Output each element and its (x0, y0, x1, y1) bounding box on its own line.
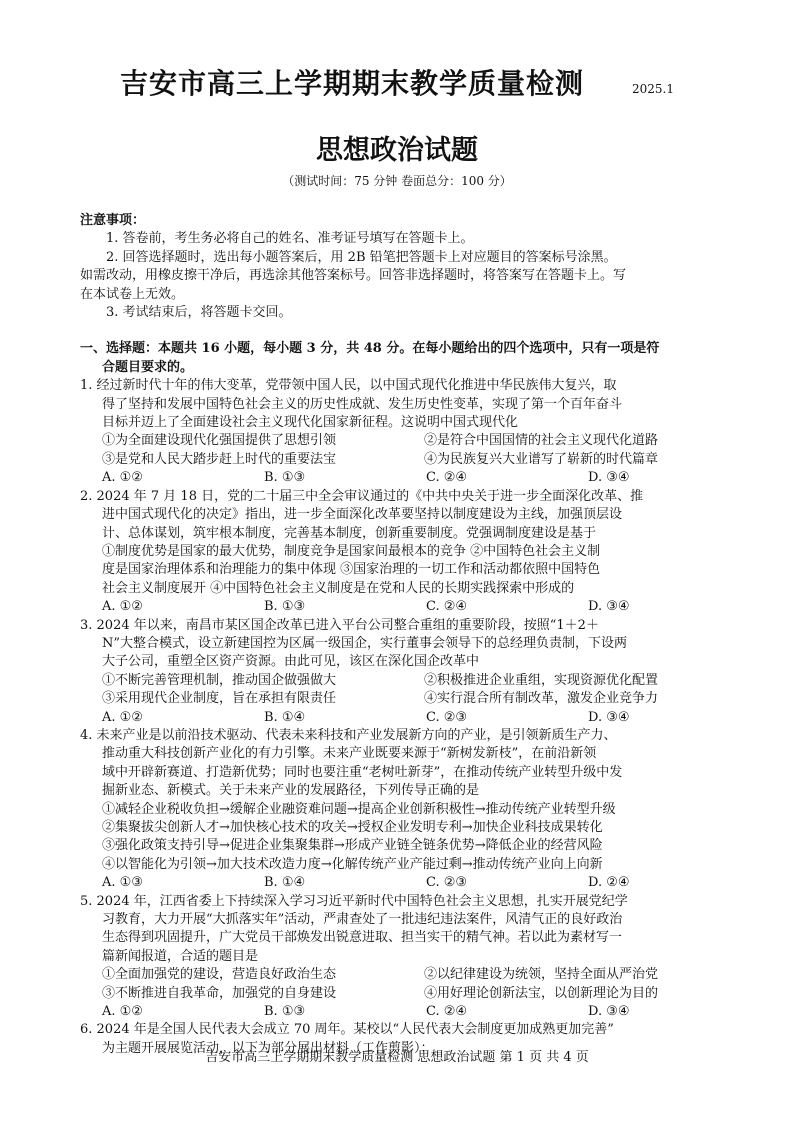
question-text: 计、总体谋划，筑牢根本制度，完善基本制度，创新重要制度。党强调制度建设是基于 (102, 525, 597, 541)
exam-title: 吉安市高三上学期期末教学质量检测 (120, 67, 585, 100)
statement-3: ③不断推进自我革命，加强党的自身建设 (102, 985, 337, 1001)
section-heading-cont: 合题目要求的。 (102, 359, 194, 375)
exam-date: 2025.1 (632, 82, 674, 96)
exam-content (80, 212, 720, 1058)
choice-d: D. ②④ (588, 875, 630, 891)
statement-line: ①减轻企业税收负担→缓解企业融资难问题→提高企业创新积极性→推动传统产业转型升级 (102, 801, 616, 817)
notice-item-2: 2. 回答选择题时，选出每小题答案后，用 2B 铅笔把答题卡上对应题目的答案标号涂黑。 (106, 249, 617, 265)
statement-4: ④实行混合所有制改革，激发企业竞争力 (424, 691, 659, 707)
statement-line: ④以智能化为引领→加大技术改造力度→化解传统产业产能过剩→推动传统产业向上向新 (102, 856, 603, 872)
choice-c: C. ②③ (426, 875, 468, 891)
choice-c: C. ②③ (426, 709, 468, 725)
question-text: 掘新业态、新模式。关于未来产业的发展路径，下列传导正确的是 (102, 783, 480, 799)
option-row (80, 690, 720, 708)
question-text: 2. 2024 年 7 月 18 日，党的二十届三中全会审议通过的《中共中央关于进一步全面深化改革、推 (80, 488, 644, 504)
answer-choices (80, 598, 720, 616)
statement-1: ①不断完善管理机制，推动国企做强做大 (102, 672, 337, 688)
answer-choices (80, 1003, 720, 1021)
question-text: 进中国式现代化的决定》指出，进一步全面深化改革要坚持以制度建设为主线，加强顶层设 (102, 507, 623, 523)
statement-1: ①为全面建设现代化强国提供了思想引领 (102, 433, 337, 449)
statement-4: ④用好理论创新法宝，以创新理论为目的 (424, 985, 659, 1001)
choice-c: C. ②④ (426, 599, 468, 615)
question-3 (80, 617, 720, 727)
choice-b: B. ①④ (264, 875, 306, 891)
choice-a: A. ①② (102, 709, 143, 725)
choice-a: A. ①② (102, 470, 143, 486)
notice-item-2-end: 在本试卷上无效。 (80, 286, 185, 302)
answer-choices (80, 709, 720, 727)
notice-label: 注意事项： (80, 213, 146, 228)
choice-a: A. ①② (102, 1004, 143, 1020)
statement-2: ②积极推进企业重组，实现资源优化配置 (424, 672, 659, 688)
choice-d: D. ③④ (588, 709, 630, 725)
question-text: 1. 经过新时代十年的伟大变革，党带领中国人民，以中国式现代化推进中华民族伟大复兴，取 (80, 378, 617, 394)
choice-d: D. ③④ (588, 470, 630, 486)
question-1 (80, 377, 720, 487)
statement-1: ①全面加强党的建设，营造良好政治生态 (102, 967, 337, 983)
choice-b: B. ①③ (264, 599, 306, 615)
choice-b: B. ①③ (264, 470, 306, 486)
answer-choices (80, 469, 720, 487)
choice-a: A. ①② (102, 599, 143, 615)
choice-c: C. ②④ (426, 1004, 468, 1020)
question-text: 6. 2024 年是全国人民代表大会成立 70 周年。某校以“人民代表大会制度更加成熟更加完善” (80, 1022, 614, 1038)
choice-b: B. ①④ (264, 709, 306, 725)
question-text: 推动重大科技创新产业化的有力引擎。未来产业既要来源于“新树发新枝”，在前沿新领 (102, 746, 597, 762)
statement-line: 度是国家治理体系和治理能力的集中体现 ③国家治理的一切工作和活动都依照中国特色 (102, 562, 601, 578)
choice-d: D. ③④ (588, 1004, 630, 1020)
option-row (80, 672, 720, 690)
question-text: 得了坚持和发展中国特色社会主义的历史性成就、发生历史性变革，实现了第一个百年奋斗 (102, 396, 623, 412)
notice-block (80, 212, 720, 322)
question-text: 篇新闻报道，合适的题目是 (102, 948, 259, 964)
question-2 (80, 488, 720, 617)
option-row (80, 985, 720, 1003)
page-footer: 吉安市高三上学期期末教学质量检测 思想政治试题 第 1 页 共 4 页 (205, 1050, 589, 1065)
option-row (80, 432, 720, 450)
subject-title: 思想政治试题 (316, 135, 478, 166)
question-text: 生态得到巩固提升，广大党员干部焕发出锐意进取、担当实干的精气神。若以此为素材写一 (102, 930, 623, 946)
question-text: 大子公司，重塑全区资产资源。由此可见，该区在深化国企改革中 (102, 654, 480, 670)
question-text: 4. 未来产业是以前沿技术驱动、代表未来科技和产业发展新方向的产业，是引领新质生产力、 (80, 727, 617, 743)
section-heading: 一、选择题：本题共 16 小题，每小题 3 分，共 48 分。在每小题给出的四个选项中，只有一项是符 (80, 341, 660, 357)
notice-item-3: 3. 考试结束后，将答题卡交回。 (106, 305, 292, 321)
option-row (80, 966, 720, 984)
notice-item-2-cont: 如需改动，用橡皮擦干净后，再选涂其他答案标号。回答非选择题时，将答案写在答题卡上。写 (80, 268, 627, 284)
choice-a: A. ①③ (102, 875, 143, 891)
question-5 (80, 893, 720, 1022)
statement-line: 社会主义制度展开 ④中国特色社会主义制度是在党和人民的长期实践探索中形成的 (102, 580, 575, 596)
statement-2: ②是符合中国国情的社会主义现代化道路 (424, 433, 659, 449)
statement-line: ①制度优势是国家的最大优势，制度竞争是国家间最根本的竞争 ②中国特色社会主义制 (102, 543, 601, 559)
question-text: 为主题开展展览活动，以下为部分展出材料（工作剪影）： (102, 1040, 434, 1056)
statement-line: ②集聚拔尖创新人才→加快核心技术的攻关→授权企业发明专利→加快企业科技成果转化 (102, 820, 603, 835)
answer-choices (80, 874, 720, 892)
question-text: 3. 2024 年以来，南昌市某区国企改革已进入平台公司整合重组的重要阶段，按照“1＋2＋ (80, 617, 599, 633)
statement-3: ③是党和人民大踏步赶上时代的重要法宝 (102, 451, 337, 467)
statement-line: ③强化政策支持引导→促进企业集聚集群→形成产业链全链条优势→降低企业的经营风险 (102, 838, 603, 854)
option-row (80, 451, 720, 469)
question-text: 习教育，大力开展“大抓落实年”活动，严肃查处了一批违纪违法案件，风清气正的良好政治 (102, 912, 623, 928)
statement-2: ②以纪律建设为统领，坚持全面从严治党 (424, 967, 659, 983)
question-text: 5. 2024 年，江西省委上下持续深入学习习近平新时代中国特色社会主义思想，扎实开展党纪学 (80, 893, 628, 909)
notice-item-1: 1. 答卷前，考生务必将自己的姓名、准考证号填写在答题卡上。 (106, 231, 474, 247)
question-text: N”大整合模式，设立新建国控为区属一级国企，实行董事会领导下的总经理负责制，下设两 (102, 635, 628, 651)
choice-d: D. ③④ (588, 599, 630, 615)
question-text: 域中开辟新赛道、打造新优势；同时也要注重“老树吐新芽”，在推动传统产业转型升级中发 (102, 764, 623, 780)
choice-c: C. ②④ (426, 470, 468, 486)
question-4 (80, 727, 720, 893)
statement-3: ③采用现代企业制度，旨在承担有限责任 (102, 691, 337, 707)
choice-b: B. ①③ (264, 1004, 306, 1020)
time-score-info: （测试时间：75 分钟 卷面总分：100 分） (282, 174, 512, 188)
statement-4: ④为民族复兴大业谱写了崭新的时代篇章 (424, 451, 659, 467)
question-text: 目标并迈上了全面建设社会主义现代化国家新征程。这说明中国式现代化 (102, 415, 519, 431)
